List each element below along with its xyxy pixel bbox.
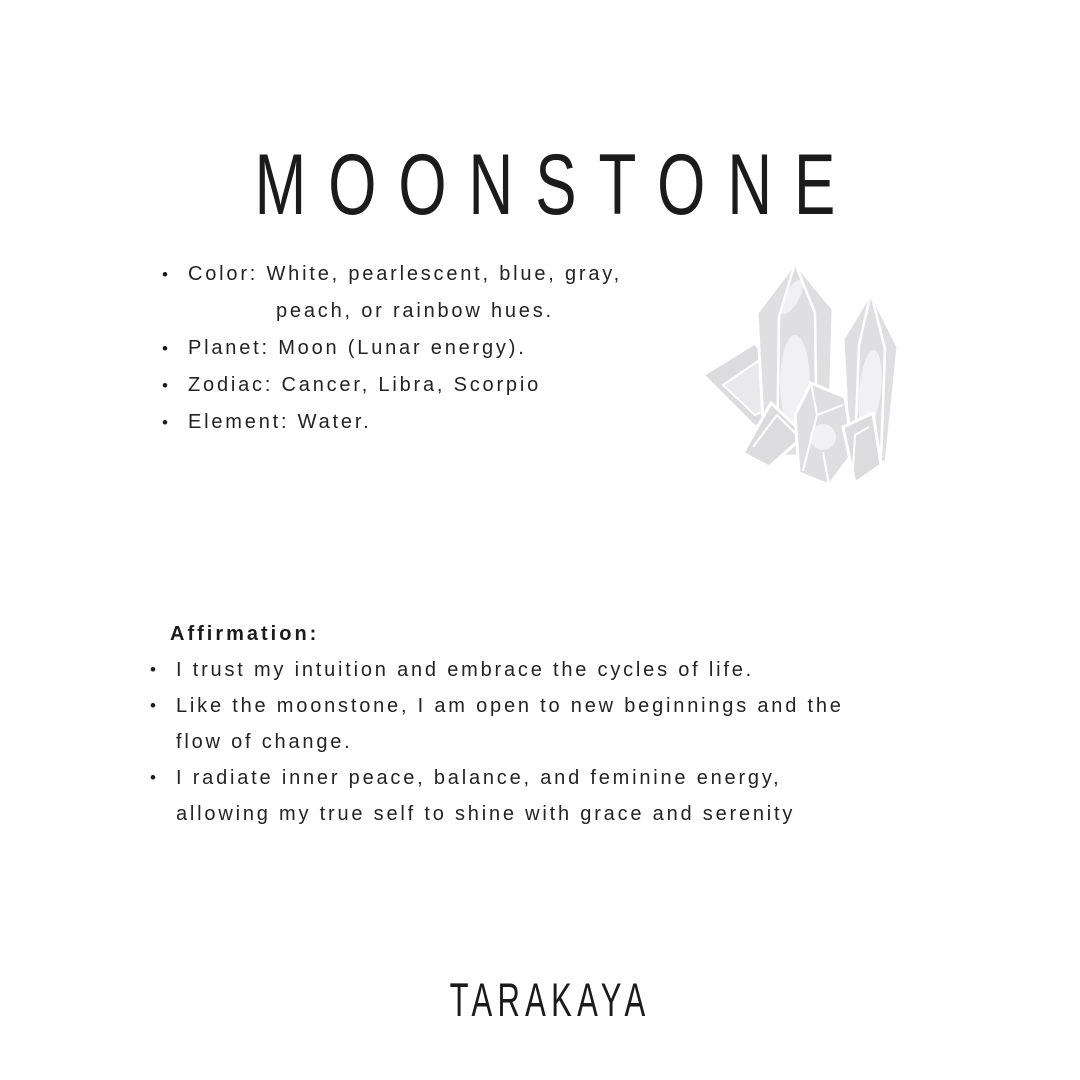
- property-text: [188, 404, 772, 441]
- affirmation-3-line1: I radiate inner peace, balance, and feminine energy,: [176, 767, 782, 789]
- property-planet-line1: Planet: Moon (Lunar energy).: [188, 337, 527, 359]
- property-text: [188, 367, 772, 404]
- page-title: MOONSTONE: [254, 137, 858, 233]
- affirmation-item: [140, 688, 970, 760]
- bullet-dot: •: [150, 696, 159, 715]
- affirmation-1-line1: I trust my intuition and embrace the cycles of life.: [176, 659, 755, 681]
- bullet-dot: •: [162, 413, 171, 432]
- property-item-color: [152, 256, 772, 330]
- brand-logo-text: TARAKAYA: [449, 973, 651, 1026]
- bullet-dot: •: [150, 768, 159, 787]
- bullet-dot: •: [162, 376, 171, 395]
- bullet-dot: •: [162, 339, 171, 358]
- affirmation-section: [140, 616, 970, 832]
- affirmation-3-line2: allowing my true self to shine with grace and serenity: [176, 803, 796, 825]
- property-zodiac-line1: Zodiac: Cancer, Libra, Scorpio: [188, 374, 542, 396]
- affirmation-2-line1: Like the moonstone, I am open to new beginnings and the: [176, 695, 844, 717]
- property-element-line1: Element: Water.: [188, 411, 372, 433]
- properties-list: [152, 256, 772, 441]
- affirmation-list: [140, 652, 970, 832]
- affirmation-2-line2: flow of change.: [176, 731, 353, 753]
- affirmation-item: [140, 760, 970, 832]
- property-color-line2: peach, or rainbow hues.: [276, 300, 554, 322]
- bullet-dot: •: [150, 660, 159, 679]
- property-text: [188, 256, 772, 330]
- bullet-dot: •: [162, 265, 171, 284]
- affirmation-text: [176, 688, 970, 760]
- affirmation-text: [176, 760, 970, 832]
- property-item-planet: [152, 330, 772, 367]
- affirmation-text: [176, 652, 970, 688]
- affirmation-heading: Affirmation:: [170, 623, 320, 645]
- property-color-line1: Color: White, pearlescent, blue, gray,: [188, 263, 622, 285]
- affirmation-item: [140, 652, 970, 688]
- property-item-element: [152, 404, 772, 441]
- property-item-zodiac: [152, 367, 772, 404]
- property-text: [188, 330, 772, 367]
